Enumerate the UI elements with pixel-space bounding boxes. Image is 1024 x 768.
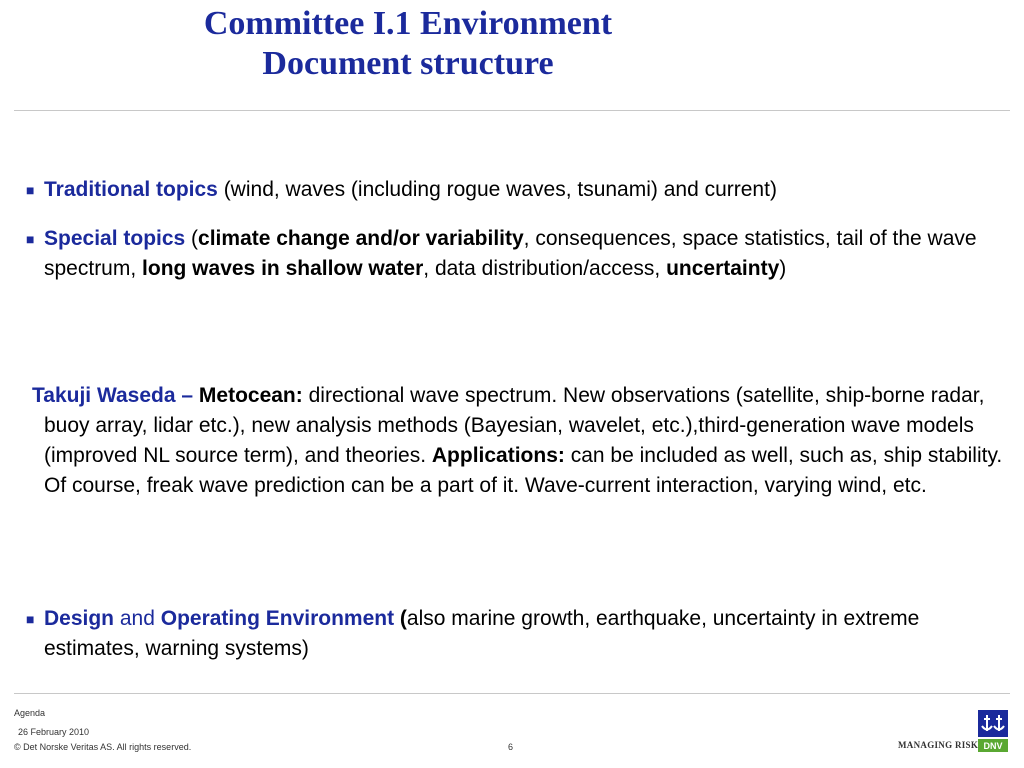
bullet-marker-icon: ■: [26, 182, 35, 198]
bullet-emphasis: (: [394, 607, 407, 630]
bullet-emphasis: uncertainty: [666, 257, 780, 280]
footer-copyright: © Det Norske Veritas AS. All rights reserved.: [14, 742, 192, 752]
footer-section: Agenda: [14, 708, 46, 718]
bullet-text: (: [185, 227, 199, 250]
bullet-text: , consequences, space statistics, tail of the wave spectrum,: [44, 227, 977, 280]
bullet-text: , data distribution/access,: [423, 257, 667, 280]
paragraph-emphasis: Applications:: [431, 444, 565, 467]
footer-divider: [14, 693, 1010, 694]
footer-date: 26 February 2010: [18, 727, 90, 737]
title-line-2: Document structure: [262, 45, 554, 82]
paragraph-takuji-waseda: [32, 381, 1009, 501]
bullet-text: ): [779, 257, 787, 280]
bullet-marker-icon: ■: [26, 611, 35, 627]
bullet-text: (wind, waves (including rogue waves, tsunami) and current): [217, 178, 777, 201]
managing-risk-tagline: MANAGING RISK: [898, 740, 979, 750]
page-number: 6: [508, 742, 514, 752]
bullet-emphasis: long waves in shallow water: [142, 257, 424, 280]
bullet-lead: Traditional topics: [44, 178, 218, 201]
bullet-traditional-topics: [26, 175, 1009, 205]
bullet-text: also marine growth, earthquake, uncertainty in extreme estimates, warning systems): [44, 607, 920, 660]
title-line-1: Committee I.1 Environment: [203, 5, 613, 42]
bullet-special-topics: [26, 224, 1009, 284]
slide-title: [0, 4, 816, 84]
dnv-logo-icon: [978, 710, 1008, 752]
paragraph-lead: Takuji Waseda –: [32, 384, 199, 407]
paragraph-text: directional wave spectrum. New observations (satellite, ship-borne radar, buoy array, lidar etc.), new analysis methods (Bayesian, wavelet, etc.),third-generation wave models (improved NL source term), and theories.: [44, 384, 985, 467]
logo-text: DNV: [983, 741, 1003, 751]
paragraph-emphasis: Metocean:: [198, 384, 303, 407]
paragraph-text: can be included as well, such as, ship stability. Of course, freak wave prediction can be a part of it. Wave-current interaction, varying wind, etc.: [44, 444, 1003, 497]
bullet-lead: Design: [44, 607, 115, 630]
bullet-lead: Operating Environment: [160, 607, 395, 630]
bullet-emphasis: climate change and/or variability: [198, 227, 524, 250]
bullet-text: and: [114, 607, 161, 630]
header-divider: [14, 110, 1010, 111]
bullet-lead: Special topics: [44, 227, 186, 250]
bullet-design-operating: [26, 604, 1009, 664]
bullet-marker-icon: ■: [26, 231, 35, 247]
